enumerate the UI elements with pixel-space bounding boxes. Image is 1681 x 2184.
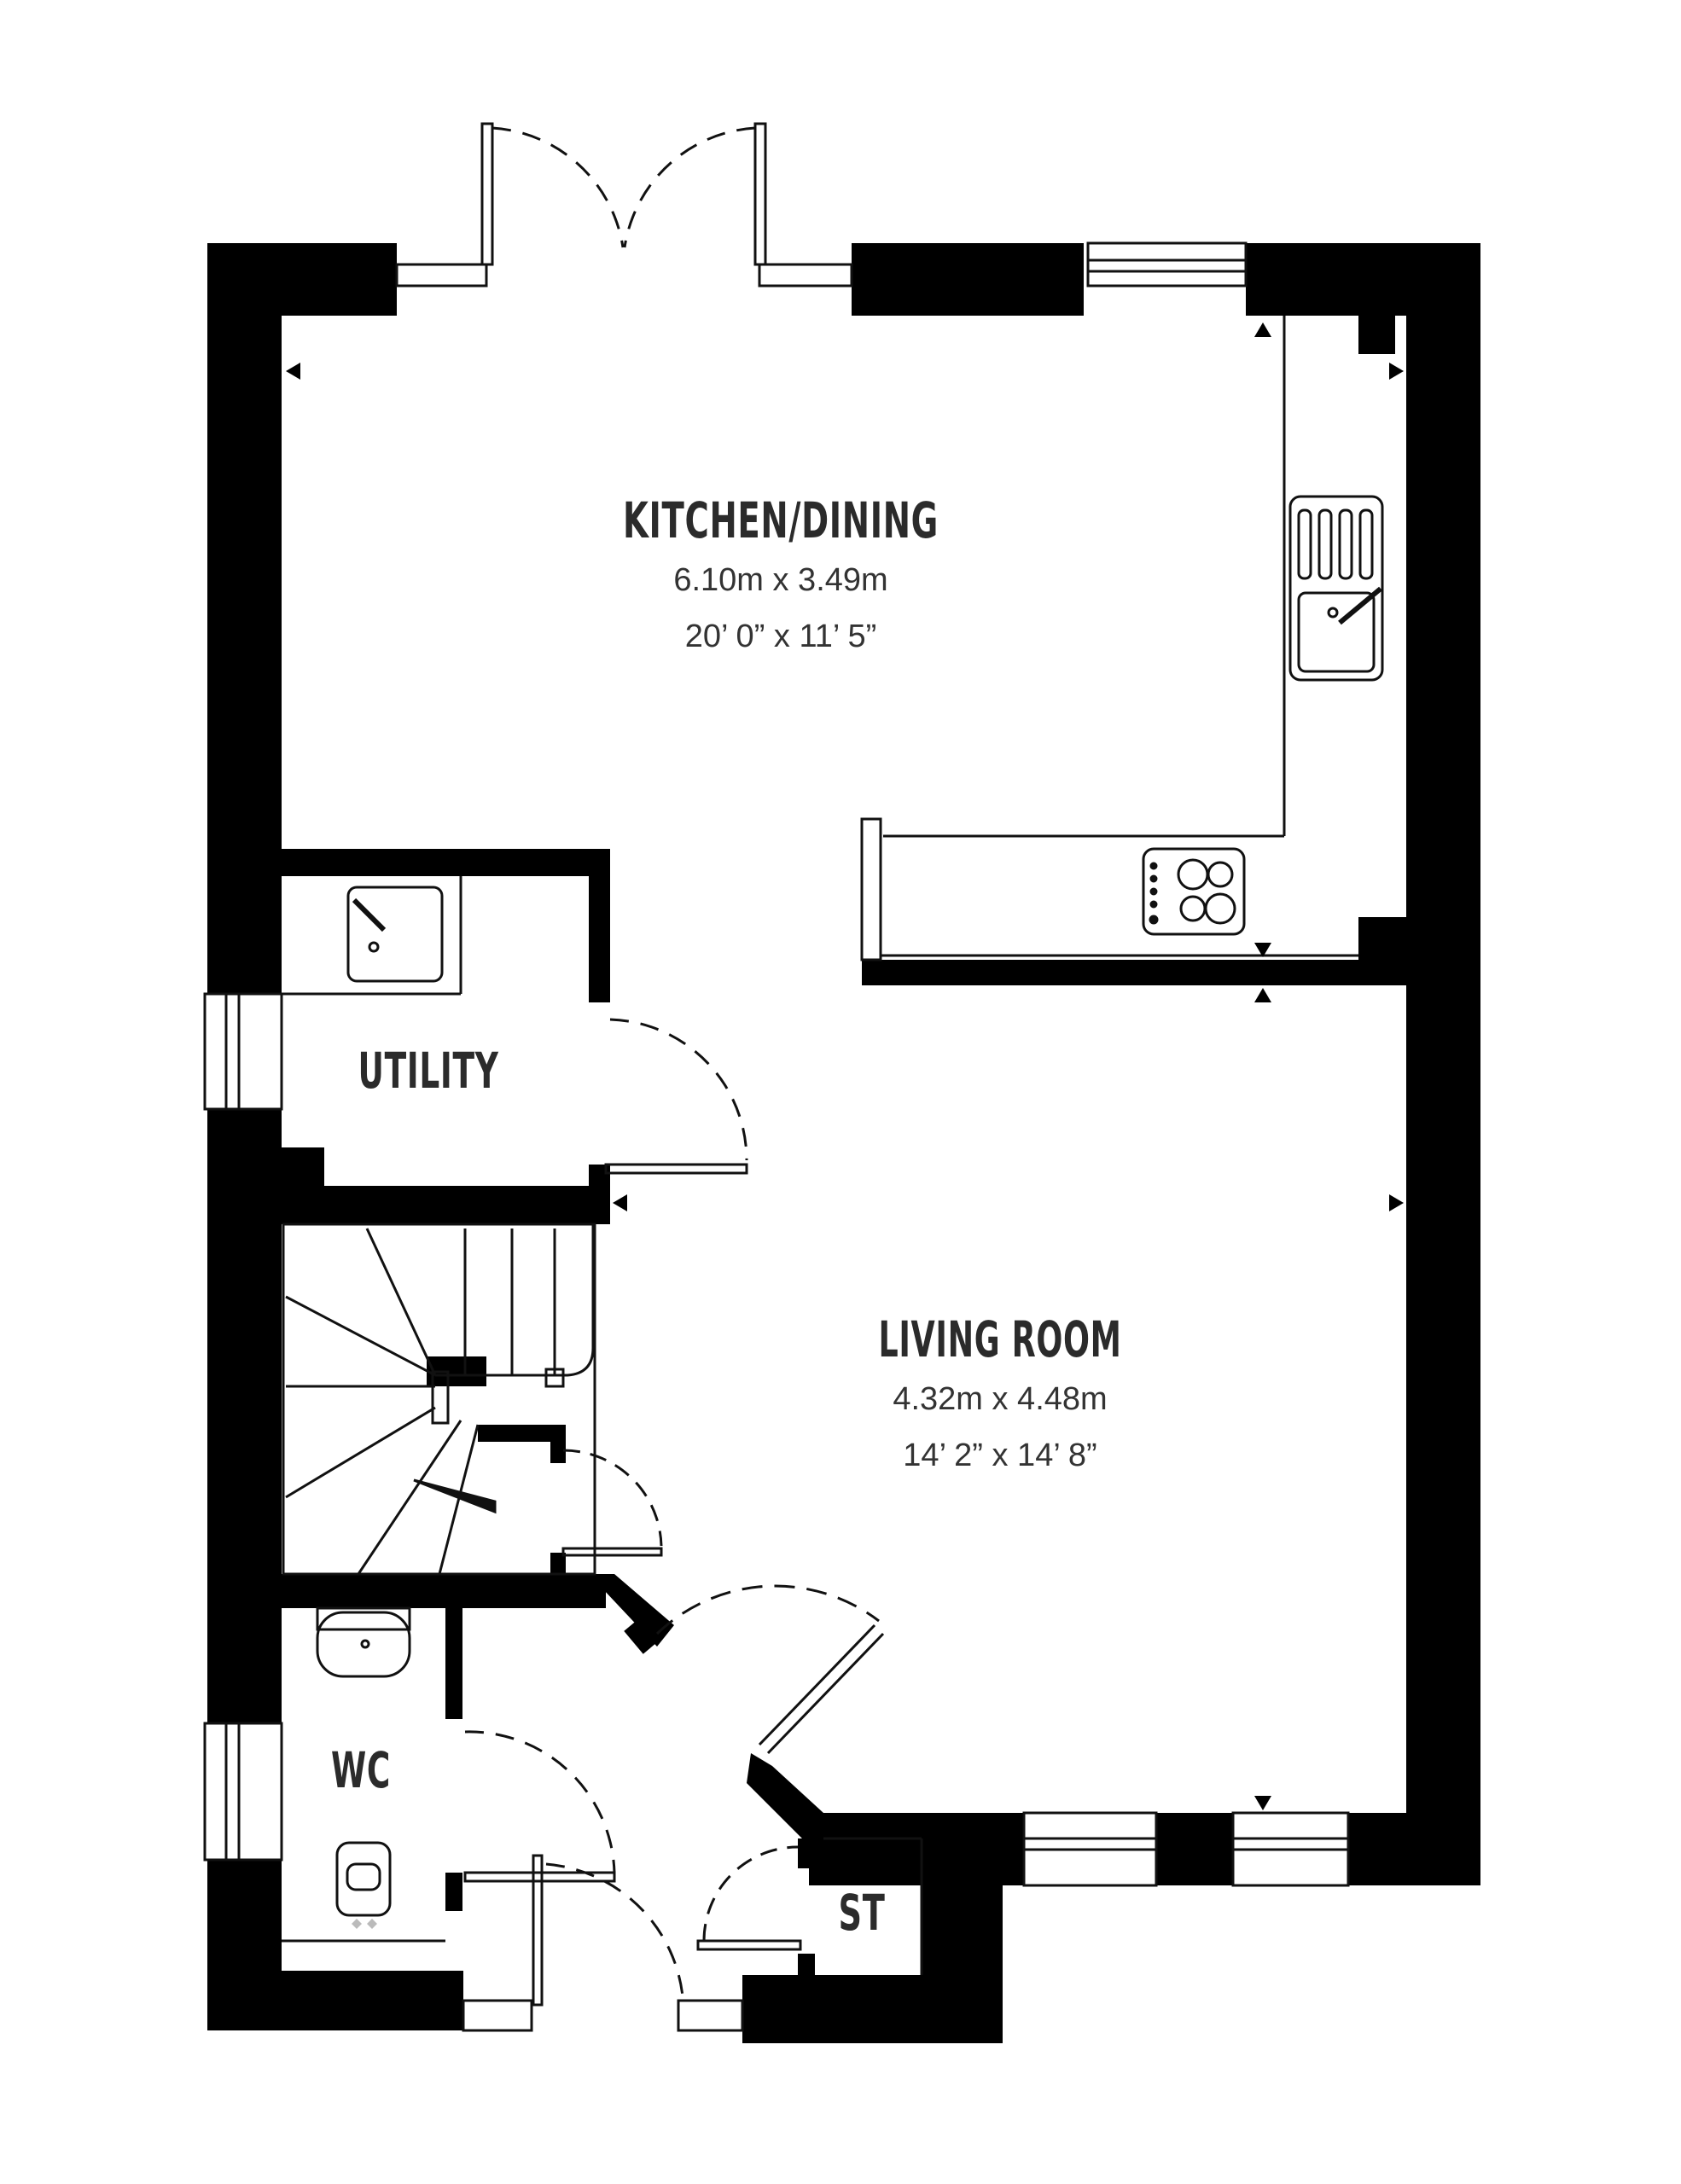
living-imperial: 14’ 2” x 14’ 8” [903, 1438, 1097, 1473]
kitchen-metric: 6.10m x 3.49m [673, 562, 888, 598]
kitchen-name: KITCHEN/DINING [623, 491, 939, 549]
utility-units [282, 876, 461, 994]
store-name: ST [838, 1884, 886, 1942]
living-metric: 4.32m x 4.48m [893, 1381, 1108, 1417]
staircase [283, 1224, 595, 1574]
wc-name: WC [331, 1741, 391, 1799]
window-utility [205, 994, 282, 1109]
window-wc [205, 1723, 282, 1860]
window-kitchen-top [1088, 243, 1246, 286]
kitchen-sink [1290, 497, 1382, 680]
living-name: LIVING ROOM [878, 1310, 1122, 1368]
utility-name: UTILITY [358, 1042, 499, 1100]
wc-toilet [337, 1843, 390, 1915]
kitchen-units [862, 316, 1382, 960]
wc-basin [317, 1612, 410, 1676]
kitchen-imperial: 20’ 0” x 11’ 5” [684, 619, 877, 654]
utility-sink [348, 887, 442, 981]
french-doors [397, 124, 852, 286]
